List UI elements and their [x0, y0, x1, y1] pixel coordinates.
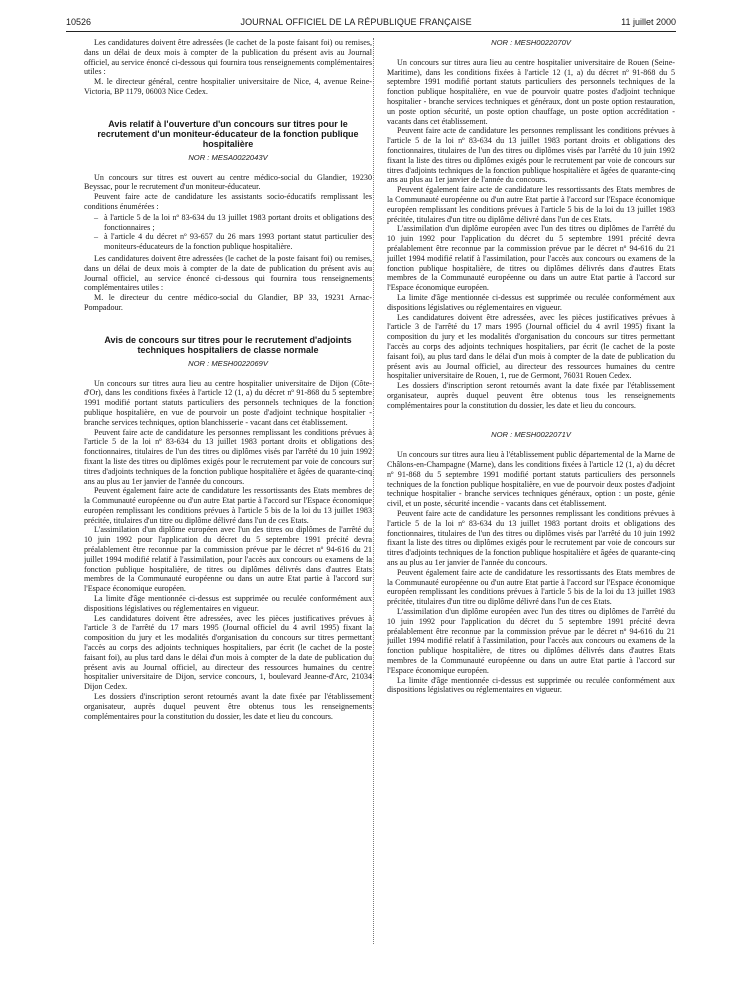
- page-number: 10526: [66, 17, 92, 27]
- section-paragraph: Peuvent également faire acte de candidature les ressortissants des Etats membres de la Communauté européenne ou d'un autre Etat partie à l'accord sur l'Espace économique européen remplissant les conditions prévues à l'article 5 bis de la loi du 13 juillet 1983 précitée, titulaires d'un titre ou diplôme délivré dans l'un de ces Etats.: [387, 567, 675, 607]
- section-paragraph: L'assimilation d'un diplôme européen avec l'un des titres ou diplômes de l'arrêté du 10 juin 1992 pour l'application du décret du 5 septembre 1991 précité devra préalablement être reconnue par la commission prévue par le décret nº 94-616 du 21 juillet 1994 modifié relatif à l'assimilation, pour l'accès aux concours ou examens de la fonction publique hospitalière, de titres ou diplômes délivrés dans d'autres Etats membres de la Communauté européenne ou dans un autre Etat partie à l'accord sur l'Espace économique européen.: [387, 607, 675, 675]
- nor-reference: NOR : MESH0022069V: [188, 358, 268, 368]
- section-paragraph: La limite d'âge mentionnée ci-dessus est supprimée ou reculée conformément aux dispositions législatives ou réglementaires en vigueur.: [84, 594, 372, 613]
- section-paragraph: La limite d'âge mentionnée ci-dessus est supprimée ou reculée conformément aux dispositions législatives ou réglementaires en vigueur.: [387, 675, 675, 695]
- list-item: – à l'article 5 de la loi nº 83-634 du 13 juillet 1983 portant droits et obligations des fonctionnaires ;: [94, 213, 372, 233]
- section-paragraph: Un concours sur titres est ouvert au centre médico-social du Glandier, 19230 Beyssac, pour le recrutement d'un moniteur-éducateur.: [84, 172, 372, 192]
- section-paragraph: M. le directeur du centre médico-social du Glandier, BP 33, 19231 Arnac-Pompadour.: [84, 293, 372, 312]
- section-paragraph: Les dossiers d'inscription seront retournés avant la date fixée par l'établissement organisateur, auprès duquel peuvent être obtenus tous les renseignements complémentaires pour la constitution du dossier, les date et lieu du concours.: [387, 381, 675, 410]
- page-header: [66, 14, 676, 30]
- list-item: – à l'article 4 du décret nº 93-657 du 26 mars 1993 portant statut particulier des moniteurs-éducateurs de la fonction publique hospitalière.: [94, 232, 372, 252]
- section-paragraph: L'assimilation d'un diplôme européen avec l'un des titres ou diplômes de l'arrêté du 10 juin 1992 pour l'application du décret du 5 septembre 1991 précité devra préalablement être reconnue par la commission prévue par le décret nº 94-616 du 21 juillet 1994 modifié relatif à l'assimilation, pour l'accès aux concours ou examens de la fonction publique hospitalière, de titres ou diplômes délivrés dans d'autres Etats membres de la Communauté européenne ou dans un autre Etat partie à l'accord sur l'Espace économique européen.: [387, 224, 675, 293]
- section-paragraph: Peuvent faire acte de candidature les assistants socio-éducatifs remplissant les conditions énumérées :: [84, 192, 372, 211]
- conditions-list: [84, 213, 372, 252]
- left-column: [84, 38, 372, 983]
- section-paragraph: L'assimilation d'un diplôme européen avec l'un des titres ou diplômes de l'arrêté du 10 juin 1992 pour l'application du décret du 5 septembre 1991 précité devra préalablement être reconnue par la commission prévue par le décret nº 94-616 du 21 juillet 1994 modifié relatif à l'assimilation, pour l'accès aux concours ou examens de la fonction publique hospitalière, de titres ou diplômes délivrés dans d'autres Etats membres de la Communauté européenne ou dans un autre Etat partie à l'accord sur l'Espace économique européen.: [84, 525, 372, 594]
- section-paragraph: Les candidatures doivent être adressées, avec les pièces justificatives prévues à l'article 3 de l'arrêté du 17 mars 1995 (Journal officiel du 4 avril 1995) fixant la composition du jury et les modalités d'organisation du concours sur titres permettant l'accès au corps des adjoints techniques hospitaliers, par écrit (le cachet de la poste faisant foi), au plus tard dans le délai d'un mois à compter de la date de publication du présent avis au Journal officiel, au directeur des ressources humaines du centre hospitalier universitaire de Rouen, 1, rue de Germont, 76031 Rouen Cedex.: [387, 312, 675, 381]
- nor-reference: NOR : MESH0022070V: [491, 38, 571, 47]
- section-paragraph: La limite d'âge mentionnée ci-dessus est supprimée ou reculée conformément aux dispositions législatives ou réglementaires en vigueur.: [387, 292, 675, 312]
- section-paragraph: Peuvent également faire acte de candidature les ressortissants des Etats membres de la Communauté européenne ou d'un autre Etat partie à l'accord sur l'Espace économique européen remplissant les conditions prévues à l'article 5 bis de la loi du 13 juillet 1983 précitée, titulaires d'un titre ou diplôme délivré dans l'un de ces Etats.: [84, 486, 372, 525]
- section-paragraph: Les dossiers d'inscription seront retournés avant la date fixée par l'établissement organisateur, auprès duquel peuvent être obtenus tous les renseignements complémentaires pour la constitution du dossier, les date et lieu du concours.: [84, 692, 372, 721]
- section-paragraph: Les candidatures doivent être adressées, avec les pièces justificatives prévues à l'article 3 de l'arrêté du 17 mars 1995 (Journal officiel du 4 avril 1995) fixant la composition du jury et les modalités d'organisation du concours sur titres permettant l'accès au corps des adjoints techniques hospitaliers, par écrit (le cachet de la poste faisant foi), au plus tard dans le délai d'un mois à compter de la date de publication du présent avis au Journal officiel, au directeur des ressources humaines du centre hospitalier universitaire de Dijon, service concours, 1, boulevard Jeanne-d'Arc, 21034 Dijon Cedex.: [84, 613, 372, 692]
- section-paragraph: Un concours sur titres aura lieu à l'établissement public départemental de la Marne de Châlons-en-Champagne (Marne), dans les conditions fixées à l'article 12 (1, a) du décret nº 91-868 du 5 septembre 1991 modifié portant statuts particuliers des personnels techniques de la fonction publique hospitalière, en vue de pourvoir deux postes d'adjoint technique hospitalier - branche services techniques généraux, option : un poste, génie civil, et un poste, sécurité incendie - vacants dans cet établissement.: [387, 450, 675, 509]
- section-title-moniteur: Avis relatif à l'ouverture d'un concours sur titres pour le recrutement d'un moniteur-éducateur de la fonction publique hospitalière: [97, 118, 359, 149]
- section-paragraph: Un concours sur titres aura lieu au centre hospitalier universitaire de Rouen (Seine-Maritime), dans les conditions fixées à l'article 12 (1, a) du décret nº 91-868 du 5 septembre 1991 modifié portant statuts particuliers des personnels techniques de la fonction publique hospitalière, en vue de pourvoir quatre postes d'adjoint technique hospitalier - branche services techniques et généraux, dont un poste option restauration, un poste option sécurité, un poste option chauffage, un poste option accréditation - vacants dans cet établissement.: [387, 57, 675, 126]
- section-paragraph: Peuvent faire acte de candidature les personnes remplissant les conditions prévues à l'article 5 de la loi nº 83-634 du 13 juillet 1983 portant droits et obligations des fonctionnaires, titulaires de l'un des titres ou diplômes visés par l'arrêté du 10 juin 1992 fixant la liste des titres ou diplômes exigés pour le recrutement par voie de concours sur titres d'adjoints techniques de la fonction publique hospitalière et âgées de quarante-cinq ans au plus au 1er janvier de l'année du concours.: [84, 427, 372, 486]
- nor-reference: NOR : MESA0022043V: [188, 152, 268, 162]
- section-paragraph: Un concours sur titres aura lieu au centre hospitalier universitaire de Dijon (Côte-d'Or), dans les conditions fixées à l'article 12 (1, a) du décret nº 91-868 du 5 septembre 1991 modifié portant statuts particuliers des personnels techniques de la fonction publique hospitalière, en vue de pourvoir un poste d'adjoint technique hospitalier - branche services techniques, option blanchisserie - vacant dans cet établissement.: [84, 378, 372, 427]
- nor-reference: NOR : MESH0022071V: [491, 430, 571, 440]
- intro-paragraph: Les candidatures doivent être adressées (le cachet de la poste faisant foi) ou remises, dans un délai de deux mois à compter de la publication du présent avis au Journal officiel, au service énoncé ci-dessous qui fournira tous renseignements complémentaires utiles :: [84, 38, 372, 77]
- section-title-adjoints: Avis de concours sur titres pour le recrutement d'adjoints techniques hospitaliers de classe normale: [104, 334, 352, 355]
- issue-date: 11 juillet 2000: [621, 17, 676, 27]
- right-column: [387, 38, 675, 983]
- section-paragraph: Les candidatures doivent être adressées (le cachet de la poste faisant foi) ou remises, dans un délai de deux mois à compter de la date de publication du présent avis au Journal officiel, au service énoncé ci-dessous qui fournira tous renseignements complémentaires utiles :: [84, 253, 372, 293]
- journal-title: JOURNAL OFFICIEL DE LA RÉPUBLIQUE FRANÇAISE: [240, 17, 472, 27]
- section-paragraph: Peuvent faire acte de candidature les personnes remplissant les conditions prévues à l'article 5 de la loi nº 83-634 du 13 juillet 1983 portant droits et obligations des fonctionnaires, titulaires de l'un des titres ou diplômes visés par l'arrêté du 10 juin 1992 fixant la liste des titres ou diplômes exigés pour le recrutement par voie de concours sur titres d'adjoints techniques de la fonction publique hospitalière et âgées de quarante-cinq ans au plus au 1er janvier de l'année du concours.: [387, 126, 675, 185]
- section-paragraph: Peuvent également faire acte de candidature les ressortissants des Etats membres de la Communauté européenne ou d'un autre Etat partie à l'accord sur l'Espace économique européen remplissant les conditions prévues à l'article 5 bis de la loi du 13 juillet 1983 précitée, titulaires d'un titre ou diplôme délivré dans l'un de ces Etats.: [387, 185, 675, 224]
- column-divider: [373, 38, 374, 944]
- header-rule: [66, 31, 676, 32]
- section-paragraph: Peuvent faire acte de candidature les personnes remplissant les conditions prévues à l'article 5 de la loi nº 83-634 du 13 juillet 1983 portant droits et obligations des fonctionnaires, titulaires de l'un des titres ou diplômes visés par l'arrêté du 10 juin 1992 fixant la liste des titres ou diplômes exigés pour le recrutement par voie de concours sur titres d'adjoints techniques de la fonction publique hospitalière et âgées de quarante-cinq ans au plus au 1er janvier de l'année du concours.: [387, 509, 675, 568]
- intro-address: M. le directeur général, centre hospitalier universitaire de Nice, 4, avenue Reine-Victoria, BP 1179, 06003 Nice Cedex.: [84, 77, 372, 96]
